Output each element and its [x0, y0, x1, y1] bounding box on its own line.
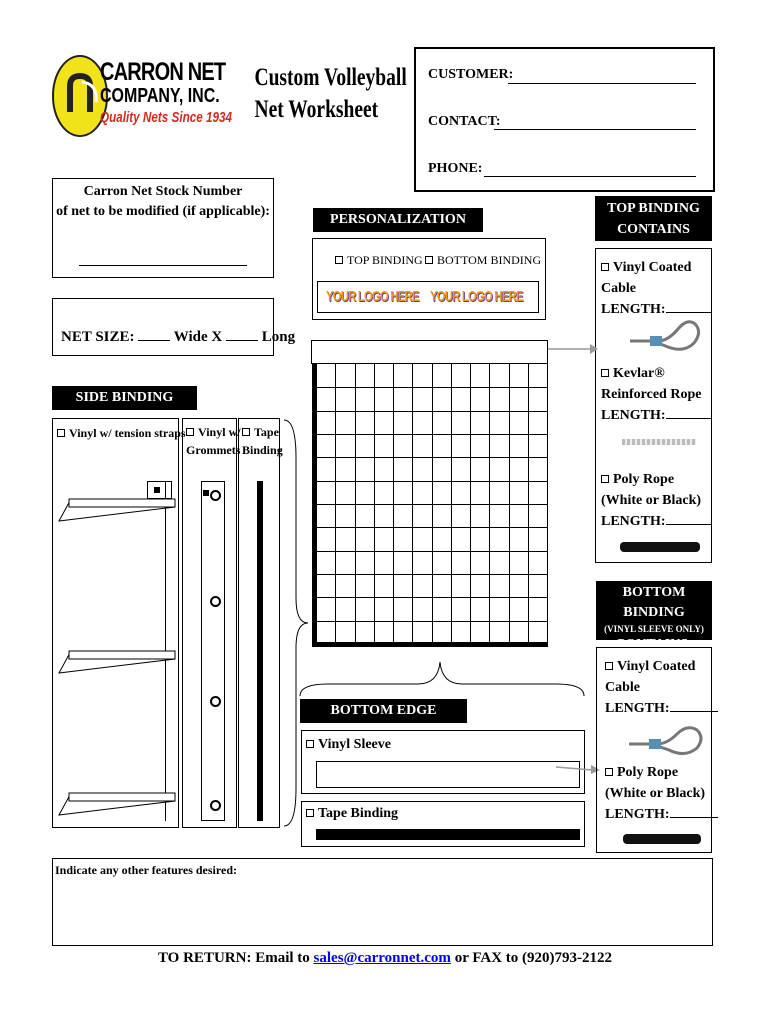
- page-title-line1: Custom Volleyball: [254, 64, 407, 91]
- contact-field[interactable]: [494, 129, 696, 130]
- bottom-poly-length-field[interactable]: [670, 817, 718, 818]
- phone-label: PHONE:: [428, 161, 483, 176]
- top-binding-option-kevlar[interactable]: [601, 363, 712, 426]
- other-features-box[interactable]: [52, 858, 713, 946]
- logo-banner: [317, 281, 539, 313]
- logo-name-line2: COMPANY, INC.: [100, 85, 220, 107]
- stock-number-line1: Carron Net Stock Number: [83, 184, 243, 199]
- personalization-bottom-binding-option[interactable]: [425, 251, 541, 270]
- bottom-binding-option-poly[interactable]: [605, 762, 718, 825]
- top-binding-option-cable[interactable]: [601, 257, 712, 320]
- customer-info-box: [414, 47, 715, 192]
- side-option-tape[interactable]: [242, 423, 283, 459]
- bottom-poly-label2: (White or Black): [605, 786, 706, 801]
- phone-field[interactable]: [484, 176, 696, 177]
- bottom-edge-vinyl-box: [301, 730, 585, 794]
- checkbox-icon[interactable]: [186, 428, 194, 436]
- company-logo: [52, 52, 233, 140]
- bottom-cable-length-label: LENGTH:: [605, 701, 670, 716]
- return-prefix: TO RETURN: Email to: [157, 950, 310, 966]
- net-mesh-horizontal: [312, 574, 548, 575]
- stock-number-box: [52, 178, 274, 278]
- top-binding-box: [595, 248, 712, 563]
- grommet-strip: [201, 481, 225, 821]
- tape-binding-illustration: [316, 829, 580, 840]
- top-cable-label: Vinyl Coated: [613, 260, 692, 275]
- bottom-binding-box: [596, 647, 712, 853]
- top-kevlar-label2: Reinforced Rope: [601, 387, 702, 402]
- bottom-edge-tape-box: [301, 801, 585, 847]
- side-binding-header: SIDE BINDING OPTIONS: [52, 386, 197, 410]
- logo-tagline: Quality Nets Since 1934: [100, 109, 233, 126]
- customer-label: CUSTOMER:: [428, 67, 514, 82]
- bottom-binding-option-cable[interactable]: [605, 656, 718, 719]
- cable-loop-icon: [628, 315, 702, 359]
- top-kevlar-label: Kevlar®: [613, 366, 665, 381]
- customer-field[interactable]: [508, 83, 696, 84]
- net-length-field[interactable]: [226, 340, 258, 341]
- net-diagram: [312, 364, 548, 646]
- bottom-brace-icon: [298, 658, 588, 698]
- net-mesh-horizontal: [312, 411, 548, 412]
- top-cable-label2: Cable: [601, 281, 636, 296]
- side-binding-vinyl-straps-box: [52, 418, 186, 828]
- top-binding-header: [595, 196, 712, 241]
- other-features-label: Indicate any other features desired:: [55, 863, 237, 877]
- top-binding-option-poly[interactable]: [601, 469, 712, 532]
- side-option-grommets-label1: Vinyl w/: [198, 425, 241, 439]
- side-option-tape-label2: Binding: [242, 443, 283, 457]
- net-size-long: Long: [261, 329, 296, 345]
- arrow-to-bottom-binding-icon: [556, 762, 600, 776]
- bottom-cable-label2: Cable: [605, 680, 640, 695]
- bottom-binding-header-line2: (VINYL SLEEVE ONLY): [604, 624, 704, 634]
- vinyl-sleeve-illustration: [316, 761, 580, 788]
- bottom-option-tape-label: Tape Binding: [318, 806, 399, 821]
- side-binding-tape-box: [238, 418, 283, 828]
- net-mesh-horizontal: [312, 481, 548, 482]
- bottom-poly-label: Poly Rope: [617, 765, 679, 780]
- checkbox-icon[interactable]: [601, 475, 609, 483]
- side-option-grommets[interactable]: [186, 423, 241, 459]
- side-option-vinyl-straps-label: Vinyl w/ tension straps: [69, 426, 186, 440]
- checkbox-icon[interactable]: [242, 428, 250, 436]
- tension-straps-icon: [57, 493, 177, 833]
- side-option-grommets-label2: Grommets: [186, 443, 241, 457]
- net-mesh-horizontal: [312, 504, 548, 505]
- top-poly-length-field[interactable]: [666, 524, 712, 525]
- net-size-wide: Wide X: [173, 329, 223, 345]
- bottom-edge-header: BOTTOM EDGE OPTIONS: [300, 699, 467, 723]
- net-size-row: [61, 328, 295, 347]
- return-instructions: [0, 949, 770, 968]
- page-title: [238, 62, 407, 126]
- checkbox-icon[interactable]: [335, 256, 343, 264]
- return-suffix: or FAX to (920)793-2122: [454, 950, 613, 966]
- personalization-box: [312, 238, 546, 320]
- net-mesh-horizontal: [312, 387, 548, 388]
- bottom-cable-loop-icon: [627, 722, 707, 762]
- logo-placeholder-1: YOUR LOGO HERE: [326, 288, 419, 305]
- side-option-tape-label1: Tape: [254, 425, 279, 439]
- top-kevlar-length-label: LENGTH:: [601, 408, 666, 423]
- net-mesh-horizontal: [312, 597, 548, 598]
- net-size-label: NET SIZE:: [61, 329, 135, 345]
- checkbox-icon[interactable]: [605, 768, 613, 776]
- bottom-poly-length-label: LENGTH:: [605, 807, 670, 822]
- stock-number-field[interactable]: [79, 265, 247, 266]
- net-mesh-horizontal: [312, 551, 548, 552]
- side-option-vinyl-straps[interactable]: [57, 424, 186, 443]
- checkbox-icon[interactable]: [601, 263, 609, 271]
- checkbox-icon[interactable]: [425, 256, 433, 264]
- logo-name-line1: CARRON NET: [100, 58, 226, 86]
- side-binding-grommets-box: [182, 418, 241, 828]
- bottom-cable-label: Vinyl Coated: [617, 659, 696, 674]
- checkbox-icon[interactable]: [306, 809, 314, 817]
- top-poly-length-label: LENGTH:: [601, 514, 666, 529]
- checkbox-icon[interactable]: [605, 662, 613, 670]
- tape-strip: [257, 481, 263, 821]
- checkbox-icon[interactable]: [601, 369, 609, 377]
- bottom-binding-header-line3: CONTAINS:: [615, 637, 693, 652]
- personalization-header: PERSONALIZATION OPTION: [313, 208, 483, 232]
- net-mesh-horizontal: [312, 527, 548, 528]
- kevlar-rope-icon: [622, 439, 696, 445]
- personalization-top-binding-option[interactable]: [335, 251, 423, 270]
- sales-email-link[interactable]: sales@carronnet.com: [313, 950, 451, 966]
- logo-placeholder-2: YOUR LOGO HERE: [430, 288, 523, 305]
- net-width-field[interactable]: [138, 340, 170, 341]
- top-cable-length-label: LENGTH:: [601, 302, 666, 317]
- page-title-line2: Net Worksheet: [254, 96, 379, 123]
- checkbox-icon[interactable]: [306, 740, 314, 748]
- top-poly-label: Poly Rope: [613, 472, 675, 487]
- stock-number-line2: of net to be modified (if applicable):: [56, 204, 270, 219]
- bottom-binding-header: [596, 581, 712, 652]
- net-mesh-horizontal: [312, 434, 548, 435]
- bottom-option-vinyl-label: Vinyl Sleeve: [318, 737, 391, 752]
- top-binding-header-line2: CONTAINS: [617, 222, 690, 237]
- bottom-cable-length-field[interactable]: [670, 711, 718, 712]
- top-binding-header-line1: TOP BINDING: [607, 201, 700, 216]
- net-top-band: [311, 340, 548, 364]
- net-bottom-band: [312, 642, 548, 647]
- bottom-option-tape[interactable]: [306, 804, 398, 823]
- poly-rope-icon: [620, 542, 700, 552]
- top-poly-label2: (White or Black): [601, 493, 702, 508]
- arrow-to-top-binding-icon: [548, 340, 598, 360]
- checkbox-icon[interactable]: [57, 429, 65, 437]
- top-kevlar-length-field[interactable]: [666, 418, 712, 419]
- net-size-box: [52, 298, 296, 356]
- contact-label: CONTACT:: [428, 114, 501, 129]
- personalization-bottom-binding-label: BOTTOM BINDING: [437, 253, 542, 267]
- bottom-poly-rope-icon: [623, 834, 701, 844]
- top-cable-length-field[interactable]: [666, 312, 712, 313]
- bottom-binding-header-line1: BOTTOM BINDING: [622, 585, 686, 620]
- net-mesh-horizontal: [312, 621, 548, 622]
- personalization-top-binding-label: TOP BINDING: [347, 253, 423, 267]
- bottom-option-vinyl[interactable]: [306, 735, 391, 754]
- net-mesh-horizontal: [312, 457, 548, 458]
